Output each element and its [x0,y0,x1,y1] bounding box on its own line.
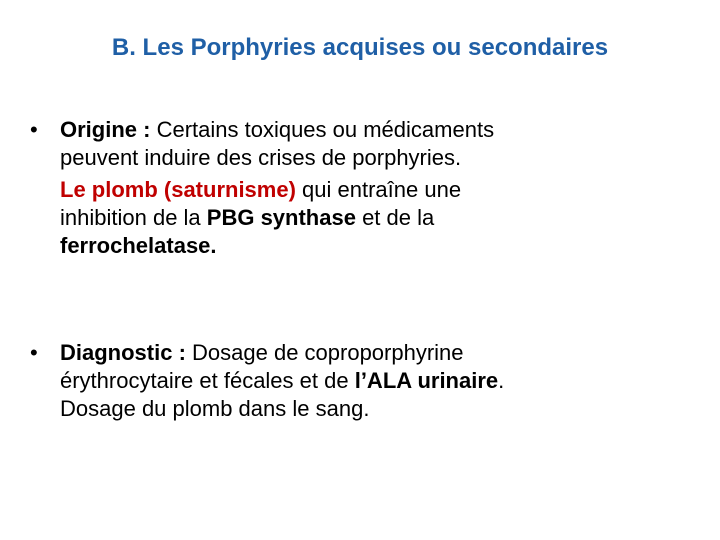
origine-line-3 [60,176,700,204]
enzyme-ferrochelatase: ferrochelatase. [60,233,217,258]
origine-line-1 [60,116,700,144]
origine-label: Origine : [60,117,151,142]
bullet-diagnostic [30,339,700,423]
origine-line-4-end: et de la [355,205,435,230]
diagnostic-line-1-text: Dosage de coproporphyrine [185,340,464,365]
slide-title: B. Les Porphyries acquises ou secondaires [111,34,609,61]
diagnostic-line-2 [60,367,700,395]
diagnostic-line-2-end: . [498,368,505,393]
diagnostic-line-1 [60,339,700,367]
origine-line-2: peuvent induire des crises de porphyries. [60,145,462,170]
origine-text [60,116,700,260]
ala-urinaire: l’ALA urinaire [354,368,499,393]
origine-line-3-text: qui entraîne une [295,177,462,202]
diagnostic-text [60,339,700,423]
enzyme-pbg-synthase: PBG synthase [206,205,356,230]
origine-line-4 [60,204,700,232]
bullet-icon: • [30,340,38,365]
diagnostic-line-3: Dosage du plomb dans le sang. [60,396,370,421]
diagnostic-label: Diagnostic : [60,340,186,365]
bullet-origine [30,116,700,260]
lead-highlight: Le plomb (saturnisme) [60,177,296,202]
origine-line-1-text: Certains toxiques ou médicaments [150,117,495,142]
origine-line-4-start: inhibition de la [60,205,207,230]
bullet-icon: • [30,117,38,142]
diagnostic-line-2-start: érythrocytaire et fécales et de [60,368,355,393]
